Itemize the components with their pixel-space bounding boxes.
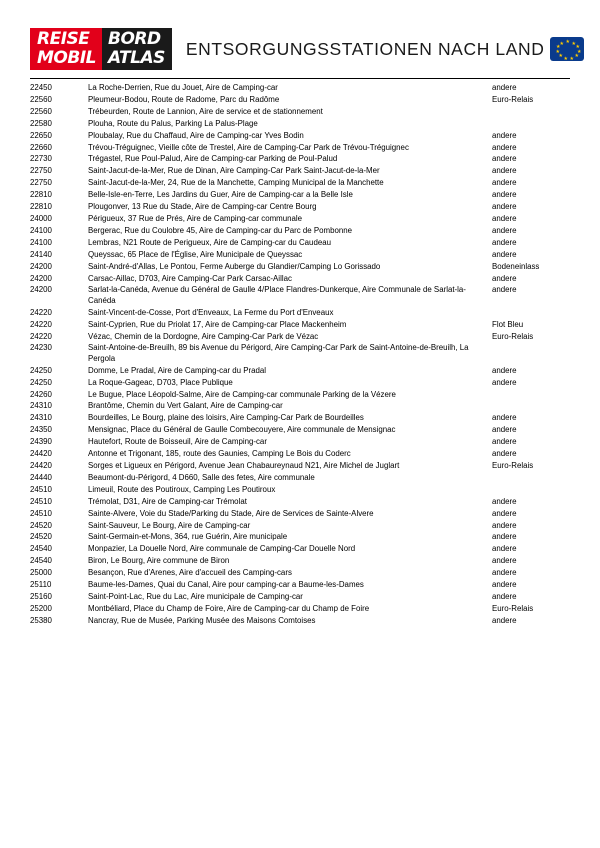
logo-bordatlas bbox=[102, 28, 172, 70]
row-code: 24220 bbox=[30, 319, 52, 329]
row-description: Vézac, Chemin de la Dordogne, Aire Camping-Car Park de Vézac bbox=[88, 331, 319, 341]
row-type: andere bbox=[492, 532, 517, 542]
row-description: Saint-Sauveur, Le Bourg, Aire de Camping-car bbox=[88, 520, 251, 530]
page-title: ENTSORGUNGSSTATIONEN NACH LAND bbox=[185, 38, 545, 59]
brand-logo bbox=[30, 28, 172, 70]
row-type: andere bbox=[492, 285, 517, 295]
table-row bbox=[30, 274, 570, 286]
row-code: 24200 bbox=[30, 261, 52, 271]
row-type: andere bbox=[492, 202, 517, 212]
row-description: Plouha, Route du Palus, Parking La Palus-Plage bbox=[88, 118, 258, 128]
table-row bbox=[30, 366, 570, 378]
table-row bbox=[30, 390, 570, 402]
row-code: 24250 bbox=[30, 377, 52, 387]
table-row bbox=[30, 425, 570, 437]
row-code: 22660 bbox=[30, 142, 52, 152]
row-code: 24100 bbox=[30, 237, 52, 247]
table-row bbox=[30, 449, 570, 461]
row-description: Hautefort, Route de Boisseuil, Aire de Camping-car bbox=[88, 437, 267, 447]
table-row bbox=[30, 568, 570, 580]
row-code: 24260 bbox=[30, 389, 52, 399]
row-description: Trémolat, D31, Aire de Camping-car Trémolat bbox=[88, 496, 247, 506]
row-type bbox=[492, 119, 570, 131]
row-code: 24100 bbox=[30, 225, 52, 235]
row-code: 24510 bbox=[30, 484, 52, 494]
row-code: 24540 bbox=[30, 544, 52, 554]
row-type bbox=[492, 473, 570, 485]
table-row bbox=[30, 320, 570, 332]
row-code: 25000 bbox=[30, 568, 52, 578]
row-description: Biron, Le Bourg, Aire commune de Biron bbox=[88, 556, 230, 566]
row-type bbox=[492, 107, 570, 119]
table-row bbox=[30, 143, 570, 155]
eu-flag-icon: ★ ★ ★ ★ ★ ★ ★ ★ ★ ★ ★ bbox=[550, 37, 584, 61]
table-row bbox=[30, 556, 570, 568]
row-type bbox=[492, 308, 570, 320]
row-description: Sainte-Alvere, Voie du Stade/Parking du Stade, Aire de Services de Sainte-Alvere bbox=[88, 508, 374, 518]
row-description: Queyssac, 65 Place de l'Église, Aire Municipale de Queyssac bbox=[88, 249, 303, 259]
row-code: 22560 bbox=[30, 94, 52, 104]
row-type bbox=[492, 390, 570, 402]
row-description: Montbéliard, Place du Champ de Foire, Aire de Camping-car du Champ de Foire bbox=[88, 603, 370, 613]
row-type: andere bbox=[492, 568, 517, 578]
table-row bbox=[30, 202, 570, 214]
table-row bbox=[30, 378, 570, 390]
row-code: 24420 bbox=[30, 449, 52, 459]
row-description: Brantôme, Chemin du Vert Galant, Aire de Camping-car bbox=[88, 401, 283, 411]
table-row bbox=[30, 544, 570, 556]
row-code: 24200 bbox=[30, 273, 52, 283]
table-row bbox=[30, 592, 570, 604]
row-type: andere bbox=[492, 213, 517, 223]
row-type: Euro-Relais bbox=[492, 331, 534, 341]
row-type: andere bbox=[492, 591, 517, 601]
table-row bbox=[30, 131, 570, 143]
row-type bbox=[492, 485, 570, 497]
row-code: 24440 bbox=[30, 472, 52, 482]
row-description: La Roche-Derrien, Rue du Jouet, Aire de Camping-car bbox=[88, 83, 278, 92]
row-code: 25380 bbox=[30, 615, 52, 625]
row-type: andere bbox=[492, 154, 517, 164]
row-description: Beaumont-du-Périgord, 4 D660, Salle des fetes, Aire communale bbox=[88, 472, 315, 482]
row-code: 24220 bbox=[30, 331, 52, 341]
row-type: andere bbox=[492, 520, 517, 530]
row-type: andere bbox=[492, 508, 517, 518]
row-description: Saint-Germain-et-Mons, 364, rue Guérin, Aire municipale bbox=[88, 532, 288, 542]
row-description: Bergerac, Rue du Coulobre 45, Aire de Camping-car du Parc de Pombonne bbox=[88, 225, 353, 235]
table-row bbox=[30, 226, 570, 238]
row-description: Saint-Jacut-de-la-Mer, Rue de Dinan, Aire Camping-Car Park Saint-Jacut-de-la-Mer bbox=[88, 166, 380, 176]
row-description: Périgueux, 37 Rue de Prés, Aire de Camping-car communale bbox=[88, 213, 303, 223]
row-code: 24310 bbox=[30, 413, 52, 423]
entsorgungsstationen-table bbox=[30, 83, 570, 628]
row-type: andere bbox=[492, 556, 517, 566]
row-type: Bodeneinlass bbox=[492, 261, 540, 271]
table-row bbox=[30, 343, 570, 365]
row-type: andere bbox=[492, 166, 517, 176]
table-row bbox=[30, 178, 570, 190]
row-description: Bourdeilles, Le Bourg, plaine des loisirs, Aire Camping-Car Park de Bourdeilles bbox=[88, 413, 364, 423]
row-type bbox=[492, 343, 570, 365]
row-description: Saint-Point-Lac, Rue du Lac, Aire municipale de Camping-car bbox=[88, 591, 303, 601]
row-description: Lembras, N21 Route de Perigueux, Aire de Camping-car du Caudeau bbox=[88, 237, 331, 247]
row-description: Saint-Vincent-de-Cosse, Port d'Enveaux, La Ferme du Port d'Enveaux bbox=[88, 307, 334, 317]
table-row bbox=[30, 107, 570, 119]
row-type bbox=[492, 401, 570, 413]
table-row bbox=[30, 250, 570, 262]
header-divider bbox=[30, 78, 570, 79]
row-type: andere bbox=[492, 449, 517, 459]
row-description: Belle-Isle-en-Terre, Les Jardins du Guer, Aire de Camping-car a la Belle Isle bbox=[88, 190, 353, 200]
row-type: andere bbox=[492, 496, 517, 506]
row-type: Euro-Relais bbox=[492, 461, 534, 470]
table-row bbox=[30, 616, 570, 628]
row-code: 24140 bbox=[30, 249, 52, 259]
row-code: 22650 bbox=[30, 130, 52, 140]
row-code: 24250 bbox=[30, 365, 52, 375]
table-row bbox=[30, 485, 570, 497]
row-type: andere bbox=[492, 225, 517, 235]
row-description: Ploubalay, Rue du Chaffaud, Aire de Camping-car Yves Bodin bbox=[88, 130, 304, 140]
table-row bbox=[30, 509, 570, 521]
row-type: andere bbox=[492, 425, 517, 435]
table-row bbox=[30, 413, 570, 425]
row-type: Euro-Relais bbox=[492, 603, 534, 613]
row-description: Saint-Antoine-de-Breuilh, 89 bis Avenue du Périgord, Aire Camping-Car Park de Saint-Antoine-de-Breuilh, La Pergola bbox=[88, 343, 469, 363]
row-code: 22810 bbox=[30, 190, 52, 200]
row-type: andere bbox=[492, 273, 517, 283]
row-code: 25110 bbox=[30, 580, 52, 590]
page-header bbox=[30, 26, 582, 72]
row-code: 22450 bbox=[30, 83, 52, 92]
row-description: Mensignac, Place du Général de Gaulle Combecouyere, Aire communale de Mensignac bbox=[88, 425, 396, 435]
table-body bbox=[30, 83, 570, 628]
table-row bbox=[30, 190, 570, 202]
table-row bbox=[30, 604, 570, 616]
row-description: Sorges et Ligueux en Périgord, Avenue Jean Chabaureynaud N21, Aire Michel de Juglart bbox=[88, 461, 400, 470]
row-code: 22560 bbox=[30, 106, 52, 116]
row-description: Pleumeur-Bodou, Route de Radome, Parc du Radôme bbox=[88, 94, 280, 104]
row-code: 22810 bbox=[30, 202, 52, 212]
row-description: Nancray, Rue de Musée, Parking Musée des Maisons Comtoises bbox=[88, 615, 316, 625]
table-row bbox=[30, 461, 570, 473]
row-code: 25200 bbox=[30, 603, 52, 613]
row-code: 24200 bbox=[30, 285, 52, 295]
logo-reisemobil-line2: MOBIL bbox=[37, 48, 96, 68]
row-description: Domme, Le Pradal, Aire de Camping-car du Pradal bbox=[88, 365, 267, 375]
row-code: 22750 bbox=[30, 178, 52, 188]
row-description: Le Bugue, Place Léopold-Salme, Aire de Camping-car communale Parking de la Vézere bbox=[88, 389, 396, 399]
logo-reisemobil bbox=[30, 28, 102, 70]
row-type: andere bbox=[492, 249, 517, 259]
row-description: Baume-les-Dames, Quai du Canal, Aire pour camping-car a Baume-les-Dames bbox=[88, 580, 364, 590]
row-description: Saint-Cyprien, Rue du Priolat 17, Aire de Camping-car Place Mackenheim bbox=[88, 319, 347, 329]
table-row bbox=[30, 95, 570, 107]
row-description: Carsac-Aillac, D703, Aire Camping-Car Park Carsac-Aillac bbox=[88, 273, 292, 283]
table-row bbox=[30, 214, 570, 226]
row-code: 24000 bbox=[30, 213, 52, 223]
row-type: andere bbox=[492, 615, 517, 625]
table-row bbox=[30, 285, 570, 307]
table-row bbox=[30, 532, 570, 544]
row-type: andere bbox=[492, 130, 517, 140]
row-code: 24420 bbox=[30, 461, 52, 470]
row-type: andere bbox=[492, 580, 517, 590]
row-description: Saint-André-d'Allas, Le Pontou, Ferme Auberge du Glandier/Camping Lo Gorissado bbox=[88, 261, 381, 271]
table-row bbox=[30, 521, 570, 533]
row-description: Saint-Jacut-de-la-Mer, 24, Rue de la Manchette, Camping Municipal de la Manchette bbox=[88, 178, 384, 188]
row-description: Limeuil, Route des Poutiroux, Camping Les Poutiroux bbox=[88, 484, 276, 494]
row-description: Plougonver, 13 Rue du Stade, Aire de Camping-car Centre Bourg bbox=[88, 202, 317, 212]
row-type: andere bbox=[492, 413, 517, 423]
row-code: 22730 bbox=[30, 154, 52, 164]
row-description: La Roque-Gageac, D703, Place Publique bbox=[88, 377, 233, 387]
row-description: Trégastel, Rue Poul-Palud, Aire de Camping-car Parking de Poul-Palud bbox=[88, 154, 338, 164]
row-code: 24310 bbox=[30, 401, 52, 411]
logo-reisemobil-line1: REISE bbox=[37, 29, 90, 49]
logo-bordatlas-line1: BORD bbox=[107, 29, 161, 49]
row-type: andere bbox=[492, 437, 517, 447]
row-type: andere bbox=[492, 365, 517, 375]
table-row bbox=[30, 262, 570, 274]
row-code: 24520 bbox=[30, 520, 52, 530]
table-row bbox=[30, 401, 570, 413]
row-code: 22750 bbox=[30, 166, 52, 176]
table-row bbox=[30, 497, 570, 509]
table-row bbox=[30, 332, 570, 344]
table-row bbox=[30, 437, 570, 449]
logo-bordatlas-line2: ATLAS bbox=[107, 48, 165, 68]
table-row bbox=[30, 580, 570, 592]
row-type: andere bbox=[492, 237, 517, 247]
table-row bbox=[30, 308, 570, 320]
row-type: Flot Bleu bbox=[492, 319, 524, 329]
row-description: Besançon, Rue d'Arenes, Aire d'accueil des Camping-cars bbox=[88, 568, 292, 578]
row-code: 24510 bbox=[30, 508, 52, 518]
row-description: Antonne et Trigonant, 185, route des Gaunies, Camping Le Bois du Coderc bbox=[88, 449, 351, 459]
row-type: andere bbox=[492, 544, 517, 554]
row-type: Euro-Relais bbox=[492, 94, 534, 104]
row-type: andere bbox=[492, 377, 517, 387]
row-type: andere bbox=[492, 190, 517, 200]
row-description: Monpazier, La Douelle Nord, Aire communale de Camping-Car Douelle Nord bbox=[88, 544, 356, 554]
table-row bbox=[30, 238, 570, 250]
table-row bbox=[30, 166, 570, 178]
row-code: 24230 bbox=[30, 343, 52, 353]
row-type: andere bbox=[492, 178, 517, 188]
row-code: 24520 bbox=[30, 532, 52, 542]
row-code: 24390 bbox=[30, 437, 52, 447]
row-code: 24220 bbox=[30, 307, 52, 317]
row-code: 24540 bbox=[30, 556, 52, 566]
row-description: Trébeurden, Route de Lannion, Aire de service et de stationnement bbox=[88, 106, 323, 116]
row-code: 24350 bbox=[30, 425, 52, 435]
table-row bbox=[30, 154, 570, 166]
table-row bbox=[30, 83, 570, 95]
row-type: andere bbox=[492, 142, 517, 152]
row-type: andere bbox=[492, 83, 517, 92]
table-row bbox=[30, 119, 570, 131]
row-code: 25160 bbox=[30, 591, 52, 601]
row-description: Trévou-Tréguignec, Vieille côte de Trestel, Aire de Camping-Car Park de Trévou-Tréguignec bbox=[88, 142, 409, 152]
row-code: 24510 bbox=[30, 496, 52, 506]
row-description: Sarlat-la-Canéda, Avenue du Général de Gaulle 4/Place Flandres-Dunkerque, Aire Communale de Sarlat-la-Canéda bbox=[88, 285, 466, 305]
row-code: 22580 bbox=[30, 118, 52, 128]
table-row bbox=[30, 473, 570, 485]
